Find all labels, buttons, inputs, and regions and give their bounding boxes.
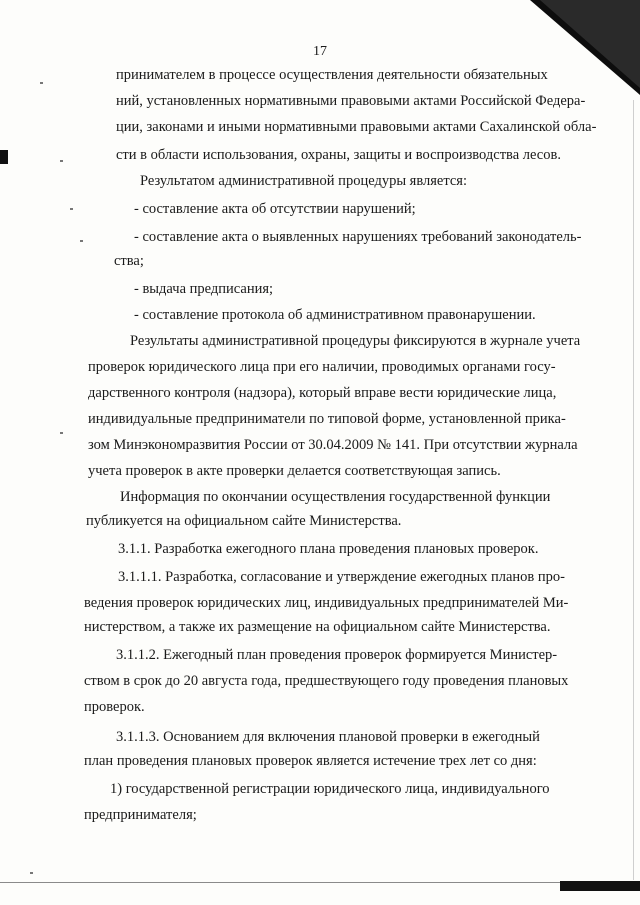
text-line: дарственного контроля (надзора), который вправе вести юридические лица, [88,385,557,401]
text-line: ством в срок до 20 августа года, предшествующего году проведения плановых [84,673,569,689]
scan-speck [40,82,43,84]
text-line: - составление акта о выявленных нарушениях требований законодатель- [134,229,582,245]
scan-speck [30,872,33,874]
page-number: 17 [313,44,327,59]
text-line: зом Минэкономразвития России от 30.04.2009 № 141. При отсутствии журнала [88,437,578,453]
text-line: ведения проверок юридических лиц, индивидуальных предпринимателей Ми- [84,595,569,611]
text-line: ции, законами и иными нормативными правовыми актами Сахалинской обла- [116,119,597,135]
text-line: публикуется на официальном сайте Министерства. [86,513,402,529]
text-line: принимателем в процессе осуществления деятельности обязательных [116,67,548,83]
scan-speck [70,208,73,210]
scan-speck [80,240,83,242]
text-line: - выдача предписания; [134,281,274,297]
text-line: сти в области использования, охраны, защиты и воспроизводства лесов. [116,147,561,163]
scan-bottom-shadow [560,881,640,891]
text-line: Информация по окончании осуществления государственной функции [120,489,551,505]
scan-edge-mark [0,150,8,164]
text-line: Результатом административной процедуры является: [140,173,468,189]
text-line: учета проверок в акте проверки делается соответствующая запись. [88,463,501,479]
text-line: - составление акта об отсутствии нарушений; [134,201,416,217]
text-line: проверок юридического лица при его наличии, проводимых органами госу- [88,359,556,375]
scan-speck [60,432,63,434]
text-line: ства; [114,253,144,269]
text-line: 3.1.1.2. Ежегодный план проведения проверок формируется Министер- [116,647,558,663]
text-line: индивидуальные предприниматели по типовой форме, установленной прика- [88,411,566,427]
text-line: проверок. [84,699,145,715]
text-line: ний, установленных нормативными правовыми актами Российской Федера- [116,93,586,109]
scan-right-edge [633,100,634,880]
text-line: предпринимателя; [84,807,197,823]
text-line: 3.1.1. Разработка ежегодного плана проведения плановых проверок. [118,541,539,557]
text-line: Результаты административной процедуры фиксируются в журнале учета [130,333,581,349]
text-line: нистерством, а также их размещение на официальном сайте Министерства. [84,619,551,635]
text-line: - составление протокола об административном правонарушении. [134,307,536,323]
text-line: 3.1.1.1. Разработка, согласование и утверждение ежегодных планов про- [118,569,565,585]
scan-speck [60,160,63,162]
text-line: 3.1.1.3. Основанием для включения плановой проверки в ежегодный [116,729,540,745]
text-line: план проведения плановых проверок является истечение трех лет со дня: [84,753,537,769]
scan-bottom-edge [0,882,640,883]
text-line: 1) государственной регистрации юридического лица, индивидуального [110,781,550,797]
